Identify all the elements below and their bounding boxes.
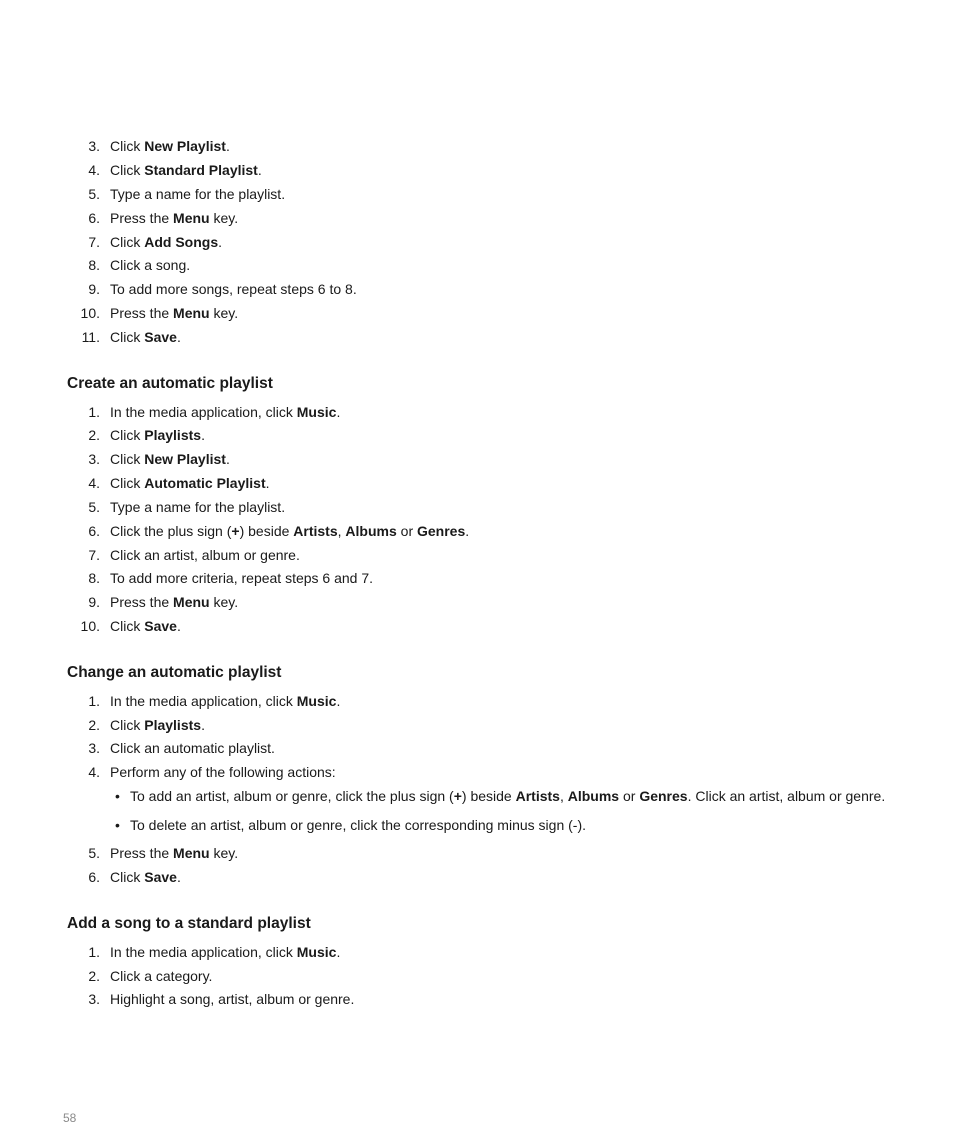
section-heading: Add a song to a standard playlist (67, 915, 311, 932)
bullet-icon: • (115, 817, 120, 833)
bullet-icon: • (115, 788, 120, 804)
page-number: 58 (63, 1111, 77, 1125)
document-page: 3. Click New Playlist. 4. Click Standard Playlist. 5. Type a name for the playlist. 6. Press the Menu key. 7. Click Add Songs. 8. Click a song. 9. To add more songs, repeat steps 6 to 8. 10. Press the Menu key. 11. Click Save. Create an automatic playlist 1. In the media application, click Music. 2. Click Playlists. 3. Click New Playlist. 4. Click Automatic Playlist. 5. Type a name for the playlist. 6. Click the plus sign (+) beside Artists, Albums or Genres. 7. Click an artist, album or genre. 8. To add more criteria, repeat steps 6 and 7. 9. Press the Menu key. 10. Click Save. Change an automatic playlist 1. In the media application, click Music. 2. Click Playlists. 3. Click an automatic playlist. 4. Perform any of the following actions: • To add an artist, album or genre, click the plus sign (+) beside Artists, Albums or Genres. Click an artist, album or genre. • To delete an artist, album or genre, click the corresponding minus sign (-). 5. Press the Menu key. 6. Click Save. Add a song to a standard playlist 1. In the media application, click Music. 2. Click a category. 3. Highlight a song, artist, album or genre. 58 (63, 138, 886, 1125)
section-heading: Create an automatic playlist (67, 375, 273, 392)
section-heading: Change an automatic playlist (67, 664, 282, 681)
